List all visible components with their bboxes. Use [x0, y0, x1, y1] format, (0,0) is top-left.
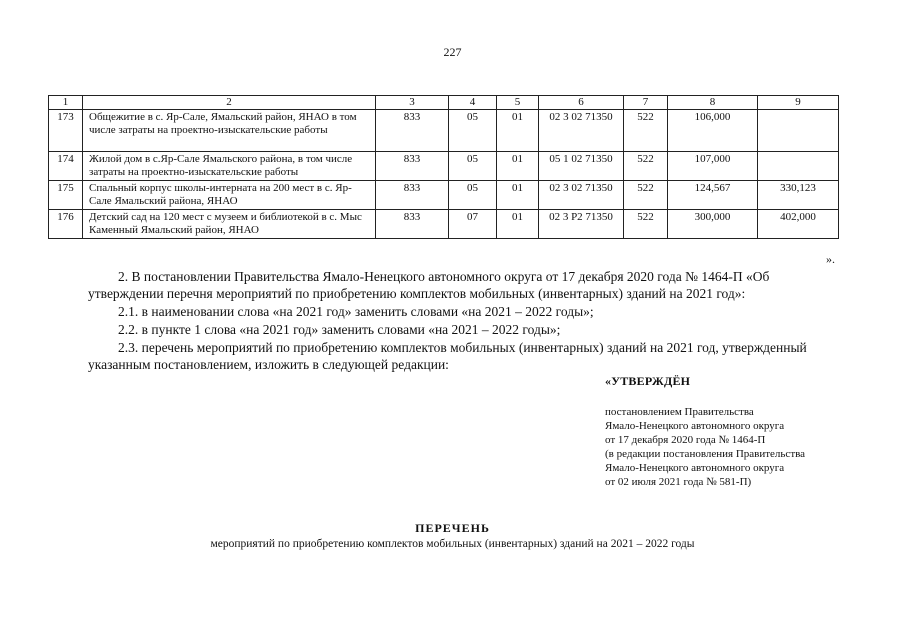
table-row: [49, 152, 839, 181]
paragraph-2-2: 2.2. в пункте 1 слова «на 2021 год» заменить словами «на 2021 – 2022 годы»;: [118, 322, 561, 337]
column-header: 4: [449, 96, 497, 110]
column-header: 9: [758, 96, 839, 110]
column-header: 8: [668, 96, 758, 110]
object-name: Детский сад на 120 мест с музеем и библиотекой в с. Мыс Каменный Ямальский район, ЯНАО: [83, 210, 376, 239]
approval-line: от 17 декабря 2020 года № 1464-П: [605, 434, 766, 446]
paragraph-2-3: 2.3. перечень мероприятий по приобретению комплектов мобильных (инвентарных) зданий на 2021 год, утвержденный указанным постановлением, изложить в следующей редакции:: [88, 340, 807, 372]
expense-type-code: 522: [624, 110, 668, 152]
approval-line: от 02 июля 2021 года № 581-П): [605, 476, 752, 488]
target-code: 02 3 P2 71350: [539, 210, 624, 239]
amount-2021: 107,000: [668, 152, 758, 181]
approval-block: [605, 405, 805, 489]
column-header: 3: [376, 96, 449, 110]
section-code: 05: [449, 181, 497, 210]
row-number: 175: [49, 181, 83, 210]
page-number: 227: [443, 45, 462, 59]
row-number: 174: [49, 152, 83, 181]
table-closing-quote: ».: [826, 252, 835, 266]
budget-table: [48, 95, 839, 239]
object-name: Жилой дом в с.Яр-Сале Ямальского района, в том числе затраты на проектно-изыскательские работы: [83, 152, 376, 181]
list-title: ПЕРЕЧЕНЬ: [415, 521, 490, 535]
subsection-code: 01: [497, 181, 539, 210]
target-code: 02 3 02 71350: [539, 110, 624, 152]
expense-type-code: 522: [624, 181, 668, 210]
target-code: 02 3 02 71350: [539, 181, 624, 210]
column-header: 7: [624, 96, 668, 110]
amount-2021: 106,000: [668, 110, 758, 152]
row-number: 176: [49, 210, 83, 239]
paragraph-2-1: 2.1. в наименовании слова «на 2021 год» заменить словами «на 2021 – 2022 годы»;: [118, 304, 594, 319]
table-row: [49, 210, 839, 239]
object-name: Общежитие в с. Яр-Сале, Ямальский район, ЯНАО в том числе затраты на проектно-изыскательские работы: [83, 110, 376, 152]
department-code: 833: [376, 110, 449, 152]
list-subtitle: мероприятий по приобретению комплектов мобильных (инвентарных) зданий на 2021 – 2022 годы: [210, 538, 695, 550]
paragraph-2: 2. В постановлении Правительства Ямало-Ненецкого автономного округа от 17 декабря 2020 года № 1464-П «Об утверждении перечня мероприятий по приобретению комплектов мобильных (инвентарных) зданий на 2021 год»:: [88, 269, 770, 301]
column-header: 2: [83, 96, 376, 110]
department-code: 833: [376, 210, 449, 239]
amount-2021: 300,000: [668, 210, 758, 239]
subsection-code: 01: [497, 110, 539, 152]
table-row: [49, 110, 839, 152]
column-header: 5: [497, 96, 539, 110]
amount-2021: 124,567: [668, 181, 758, 210]
department-code: 833: [376, 152, 449, 181]
subsection-code: 01: [497, 152, 539, 181]
row-number: 173: [49, 110, 83, 152]
approval-line: Ямало-Ненецкого автономного округа: [605, 462, 785, 474]
amount-2022: [758, 152, 839, 181]
approval-line: Ямало-Ненецкого автономного округа: [605, 420, 785, 432]
expense-type-code: 522: [624, 210, 668, 239]
table-header-row: [49, 96, 839, 110]
target-code: 05 1 02 71350: [539, 152, 624, 181]
amount-2022: [758, 110, 839, 152]
section-code: 05: [449, 110, 497, 152]
amount-2022: 330,123: [758, 181, 839, 210]
table-row: [49, 181, 839, 210]
expense-type-code: 522: [624, 152, 668, 181]
approval-line: (в редакции постановления Правительства: [605, 448, 806, 460]
section-code: 05: [449, 152, 497, 181]
section-code: 07: [449, 210, 497, 239]
approval-line: постановлением Правительства: [605, 406, 754, 418]
subsection-code: 01: [497, 210, 539, 239]
department-code: 833: [376, 181, 449, 210]
approval-title: «УТВЕРЖДЁН: [605, 374, 691, 388]
column-header: 1: [49, 96, 83, 110]
amount-2022: 402,000: [758, 210, 839, 239]
object-name: Спальный корпус школы-интерната на 200 мест в с. Яр-Сале Ямальский района, ЯНАО: [83, 181, 376, 210]
column-header: 6: [539, 96, 624, 110]
